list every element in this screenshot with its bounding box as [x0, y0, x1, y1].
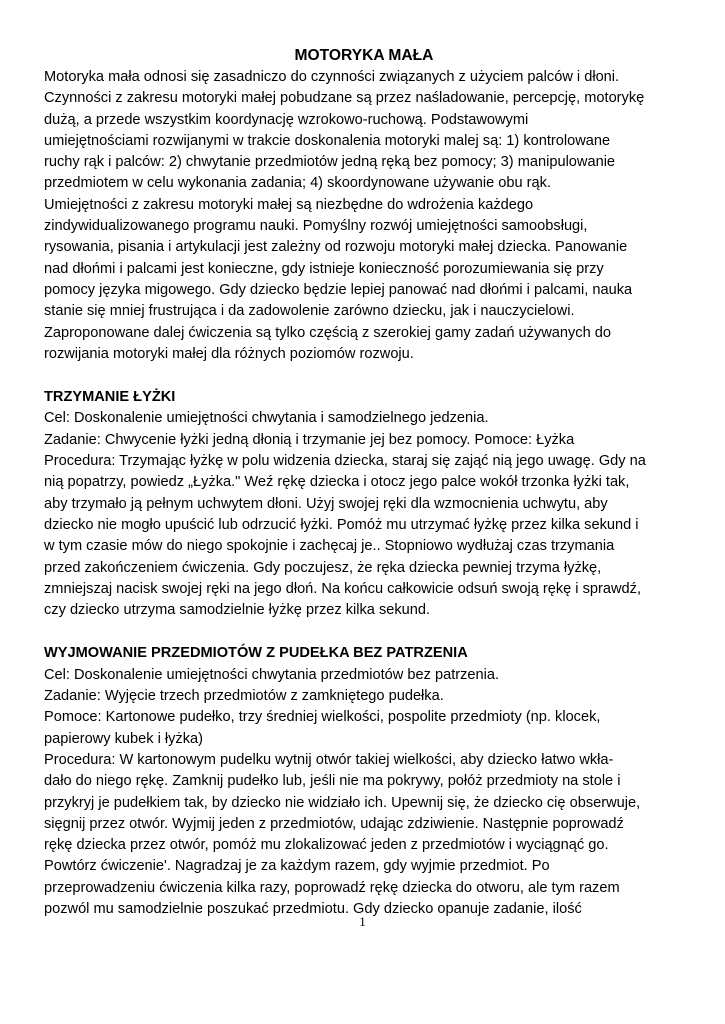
- text-line: Zaproponowane dalej ćwiczenia są tylko częścią z szerokiej gamy zadań używanych do: [44, 324, 612, 341]
- text-line: sięgnij przez otwór. Wyjmij jeden z przedmiotów, udając zdziwienie. Następnie poprowadź: [44, 815, 624, 832]
- text-line: Pomoce: Kartonowe pudełko, trzy średniej wielkości, pospolite przedmioty (np. klocek,: [44, 709, 601, 726]
- paragraph-spacer: [44, 621, 684, 643]
- text-line: czy dziecko utrzyma samodzielnie łyżkę przez kilka sekund.: [44, 602, 431, 619]
- text-line: nad dłońmi i palcami jest konieczne, gdy istnieje konieczność porozumiewania się przy: [44, 260, 604, 277]
- text-line: Motoryka mała odnosi się zasadniczo do czynności związanych z użyciem palców i dłoni.: [44, 69, 620, 85]
- text-line: ruchy rąk i palców: 2) chwytanie przedmiotów jedną ręką bez pomocy; 3) manipulowanie: [44, 154, 616, 171]
- text-line: pozwól mu samodzielnie poszukać przedmiotu. Gdy dziecko opanuje zadanie, ilość: [44, 900, 582, 917]
- intro-paragraph: [44, 67, 684, 365]
- text-line: Cel: Doskonalenie umiejętności chwytania i samodzielnego jedzenia.: [44, 410, 489, 427]
- text-line: Powtórz ćwiczenie'. Nagradzaj je za każdym razem, gdy wyjmie przedmiot. Po: [44, 858, 550, 875]
- text-line: Cel: Doskonalenie umiejętności chwytania przedmiotów bez patrzenia.: [44, 666, 500, 683]
- text-line: rysowania, pisania i artykulacji jest zależny od rozwoju motoryki małej dziecka. Panowanie: [44, 239, 628, 256]
- section-heading-spoon: TRZYMANIE ŁYŻKI: [44, 389, 176, 406]
- text-line: dziecko nie mogło upuścić lub odrzucić łyżki. Pomóż mu utrzymać łyżkę przez kilka sekund i: [44, 516, 639, 533]
- text-line: Czynności z zakresu motoryki małej pobudzane są przez naśladowanie, percepcję, motorykę: [44, 90, 645, 107]
- text-line: papierowy kubek i łyżka): [44, 730, 203, 747]
- text-line: dało do niego rękę. Zamknij pudełko lub, jeśli nie ma pokrywy, połóż przedmioty na stole i: [44, 773, 621, 790]
- text-line: dużą, a przede wszystkim koordynację wzrokowo-ruchową. Podstawowymi: [44, 111, 529, 128]
- text-line: przed zakończeniem ćwiczenia. Gdy poczujesz, że ręka dziecka pewniej trzyma łyżkę,: [44, 559, 602, 576]
- page-number: 1: [359, 914, 366, 929]
- section-body-spoon: [44, 408, 684, 621]
- text-line: pomocy języka migowego. Gdy dziecko będzie lepiej panować nad dłońmi i palcami, nauka: [44, 281, 633, 298]
- text-line: umiejętnościami rozwijanymi w trakcie doskonalenia motoryki malej są: 1) kontrolowane: [44, 132, 611, 149]
- section-body-box: [44, 665, 684, 921]
- page-content: [44, 45, 684, 920]
- text-line: przedmiotem w celu wykonania zadania; 4) skoordynowane używanie obu rąk.: [44, 175, 551, 192]
- text-line: przeprowadzeniu ćwiczenia kilka razy, poprowadź rękę dziecka do otworu, ale tym razem: [44, 879, 620, 896]
- paragraph-spacer: [44, 365, 684, 387]
- text-line: rozwijania motoryki małej dla różnych poziomów rozwoju.: [44, 345, 414, 362]
- text-line: w tym czasie mów do niego spokojnie i zachęcaj je.. Stopniowo wydłużaj czas trzymania: [44, 538, 615, 555]
- page-title: MOTORYKA MAŁA: [294, 47, 434, 64]
- text-line: rękę dziecka przez otwór, pomóż mu zlokalizować jeden z przedmiotów i wyciągnąć go.: [44, 837, 609, 854]
- text-line: Zadanie: Chwycenie łyżki jedną dłonią i trzymanie jej bez pomocy. Pomoce: Łyżka: [44, 431, 575, 448]
- section-heading-box: WYJMOWANIE PRZEDMIOTÓW Z PUDEŁKA BEZ PATRZENIA: [44, 645, 468, 662]
- text-line: nią popatrzy, powiedz „Łyżka." Weź rękę dziecka i otocz jego palce wokół trzonka łyżki tak,: [44, 474, 630, 491]
- text-line: aby trzymało ją pełnym uchwytem dłoni. Użyj swojej ręki dla wzmocnienia uchwytu, aby: [44, 495, 608, 512]
- text-line: zmniejszaj nacisk swojej ręki na jego dłoń. Na końcu całkowicie odsuń swoją rękę i sprawdź,: [44, 580, 641, 597]
- text-line: Procedura: W kartonowym pudelku wytnij otwór takiej wielkości, aby dziecko łatwo wkła-: [44, 751, 614, 768]
- text-line: Zadanie: Wyjęcie trzech przedmiotów z zamkniętego pudełka.: [44, 688, 444, 705]
- text-line: przykryj je pudełkiem tak, by dziecko nie widziało ich. Upewnij się, że dziecko cię obserwuje,: [44, 794, 641, 811]
- text-line: zindywidualizowanego programu nauki. Pomyślny rozwój umiejętności samoobsługi,: [44, 218, 588, 235]
- text-line: stanie się mniej frustrująca i da zadowolenie zarówno dziecku, jak i nauczycielowi.: [44, 303, 575, 320]
- text-line: Umiejętności z zakresu motoryki małej są niezbędne do wdrożenia każdego: [44, 196, 534, 213]
- text-line: Procedura: Trzymając łyżkę w polu widzenia dziecka, staraj się zająć nią jego uwagę. Gdy na: [44, 453, 646, 470]
